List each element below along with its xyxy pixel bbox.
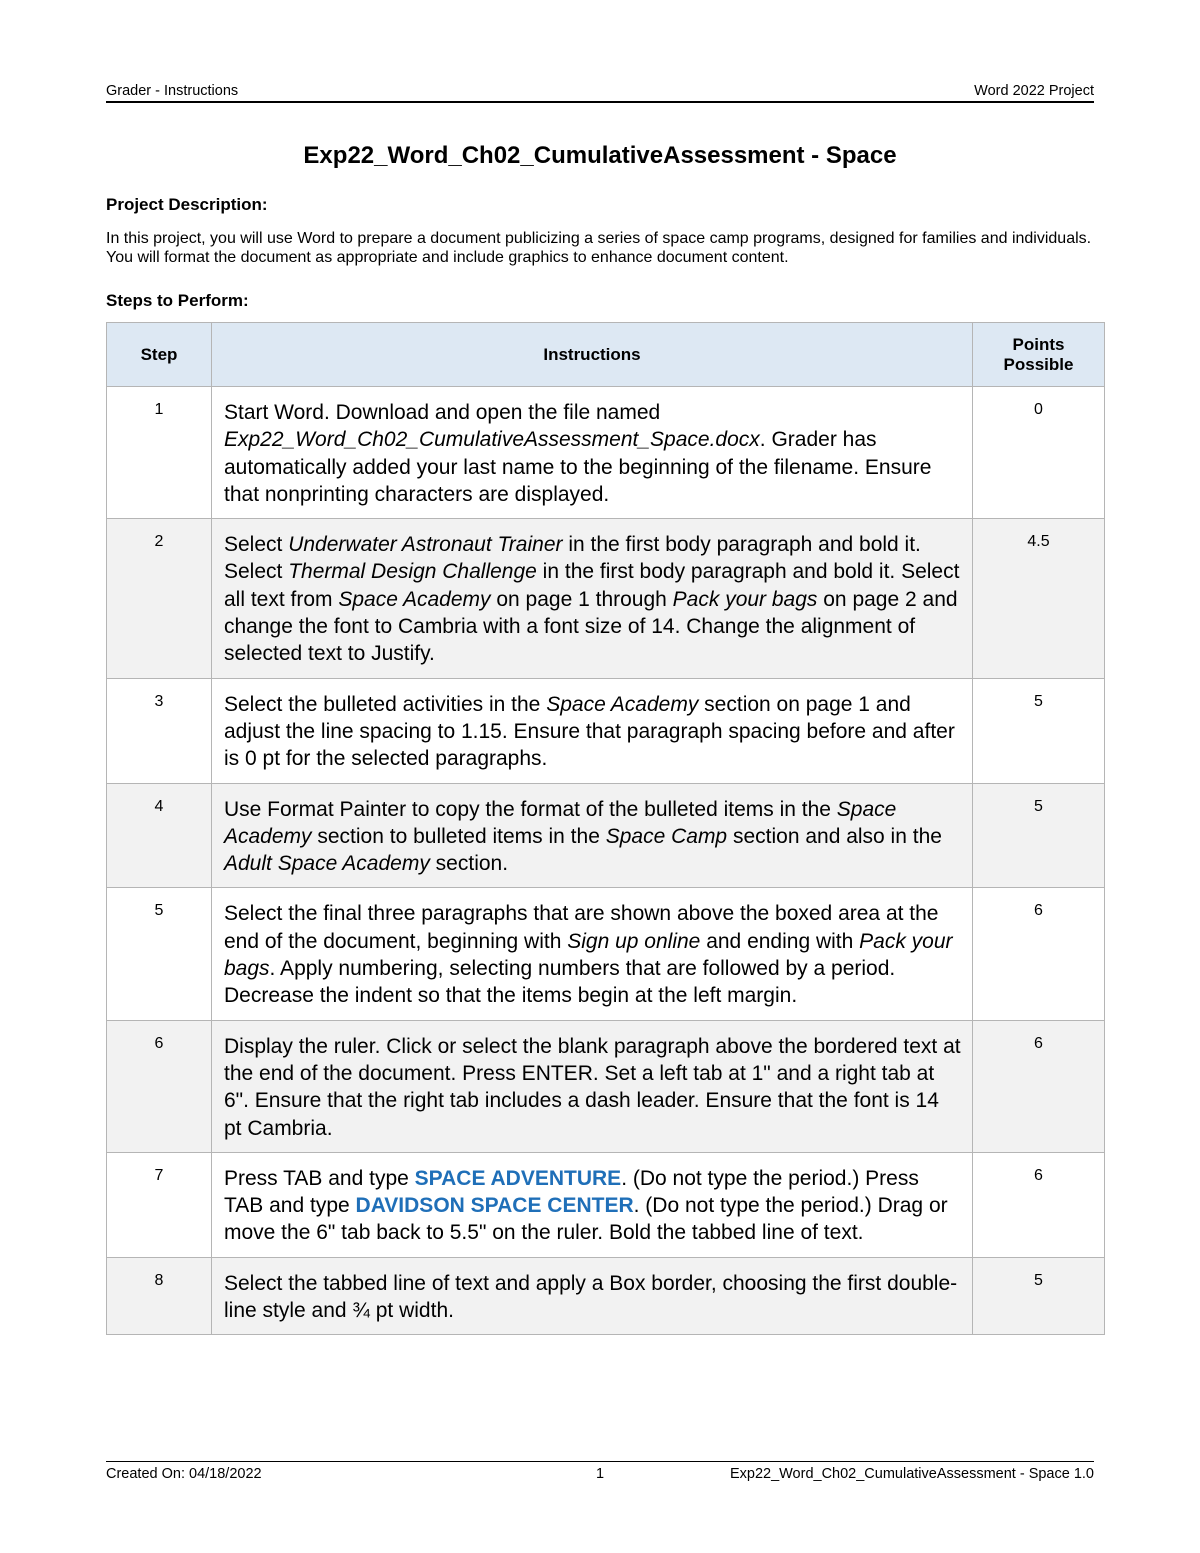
footer-created-on: Created On: 04/18/2022 (106, 1466, 262, 1482)
instructions-column-header: Instructions (212, 323, 973, 387)
points-possible: 6 (973, 888, 1105, 1020)
step-number: 7 (107, 1152, 212, 1257)
points-possible: 5 (973, 678, 1105, 783)
project-description-text: In this project, you will use Word to prepare a document publicizing a series of space camp programs, designed for families and individuals. You will format the document as appropriate and include graphics to enhance document content. (106, 230, 1092, 266)
table-row (107, 678, 1105, 783)
points-possible: 5 (973, 1257, 1105, 1335)
instruction-text: Display the ruler. Click or select the blank paragraph above the bordered text at the end of the document. Press ENTER. Set a left tab at 1" and a right tab at 6". Ensure that the right tab includes a dash leader. Ensure that the font is 14 pt Cambria. (224, 1034, 961, 1140)
step-instructions (212, 888, 973, 1020)
step-instructions (212, 1020, 973, 1152)
italic-reference: Space Camp (605, 824, 728, 848)
page-header (106, 83, 1094, 101)
table-row (107, 1152, 1105, 1257)
italic-reference: Space Academy (338, 587, 491, 611)
table-header-row (107, 323, 1105, 387)
step-instructions (212, 387, 973, 519)
steps-heading: Steps to Perform: (106, 291, 249, 310)
italic-reference: Exp22_Word_Ch02_CumulativeAssessment_Space.docx (224, 428, 760, 452)
table-row (107, 783, 1105, 888)
italic-reference: Space Academy (224, 797, 897, 848)
step-number: 1 (107, 387, 212, 519)
instruction-text: and ending with (700, 929, 860, 953)
points-possible: 6 (973, 1020, 1105, 1152)
page-footer (106, 1466, 1094, 1484)
instruction-text: on page 2 and change the font to Cambria with a font size of 14. Change the alignment of selected text to Justify. (224, 587, 958, 666)
table-row (107, 1257, 1105, 1335)
table-row (107, 888, 1105, 1020)
points-column-header (973, 323, 1105, 387)
points-header-line2: Possible (1003, 354, 1074, 374)
instruction-text: . Grader has automatically added your last name to the beginning of the filename. Ensure that nonprinting characters are displayed. (224, 428, 932, 506)
footer-rule (106, 1461, 1094, 1462)
step-number: 3 (107, 678, 212, 783)
step-instructions (212, 519, 973, 678)
instruction-text: Select the final three paragraphs that are shown above the boxed area at the end of the document, beginning with (224, 902, 939, 953)
italic-reference: Adult Space Academy (224, 852, 430, 876)
instruction-text: on page 1 through (490, 587, 673, 611)
instruction-text: . Apply numbering, selecting numbers that are followed by a period. Decrease the indent so that the items begin at the left margin. (224, 957, 896, 1008)
steps-table (106, 322, 1105, 1335)
points-header-line1: Points (1012, 334, 1065, 354)
instruction-text: section and also in the (727, 824, 942, 848)
instruction-text: Select the tabbed line of text and apply a Box border, choosing the first double-line style and ¾ pt width. (224, 1271, 958, 1323)
italic-reference: Thermal Design Challenge (288, 560, 537, 584)
step-instructions (212, 1152, 973, 1257)
step-number: 6 (107, 1020, 212, 1152)
footer-document-version: Exp22_Word_Ch02_CumulativeAssessment - Space 1.0 (729, 1466, 1094, 1482)
table-row (107, 519, 1105, 678)
step-number: 8 (107, 1257, 212, 1335)
highlighted-text: SPACE ADVENTURE (414, 1166, 622, 1190)
steps-table-body (107, 387, 1105, 1335)
instruction-text: Start Word. Download and open the file named (224, 401, 661, 424)
document-title: Exp22_Word_Ch02_CumulativeAssessment - Space (303, 142, 897, 169)
instruction-text: section on page 1 and adjust the line spacing to 1.15. Ensure that paragraph spacing before and after is 0 pt for the selected paragraphs. (224, 692, 955, 771)
project-description-heading: Project Description: (106, 195, 268, 214)
italic-reference: Pack your bags (224, 929, 953, 981)
instruction-text: in the first body paragraph and bold it. Select all text from (224, 560, 960, 611)
step-column-header: Step (107, 323, 212, 387)
instruction-text: section to bulleted items in the (311, 824, 606, 848)
instruction-text: . (Do not type the period.) Press TAB and type (224, 1166, 919, 1218)
instruction-text: Select (224, 533, 289, 557)
step-instructions (212, 1257, 973, 1335)
header-left: Grader - Instructions (106, 83, 239, 99)
italic-reference: Space Academy (546, 692, 699, 716)
points-possible: 6 (973, 1152, 1105, 1257)
points-possible: 4.5 (973, 519, 1105, 678)
points-possible: 0 (973, 387, 1105, 519)
step-number: 5 (107, 888, 212, 1020)
step-number: 4 (107, 783, 212, 888)
header-rule (106, 101, 1094, 103)
italic-reference: Underwater Astronaut Trainer (288, 533, 563, 557)
instruction-text: . (Do not type the period.) Drag or move the 6" tab back to 5.5" on the ruler. Bold the tabbed line of text. (224, 1194, 948, 1245)
step-instructions (212, 783, 973, 888)
instruction-text: Select the bulleted activities in the (224, 692, 547, 716)
instruction-text: Use Format Painter to copy the format of the bulleted items in the (224, 797, 837, 821)
instruction-text: section. (429, 852, 509, 876)
table-row (107, 1020, 1105, 1152)
highlighted-text: DAVIDSON SPACE CENTER (355, 1194, 634, 1218)
instruction-text: Press TAB and type (224, 1166, 415, 1190)
step-number: 2 (107, 519, 212, 678)
points-possible: 5 (973, 783, 1105, 888)
step-instructions (212, 678, 973, 783)
table-row (107, 387, 1105, 519)
instruction-text: in the first body paragraph and bold it. Select (224, 533, 921, 584)
footer-page-number: 1 (595, 1466, 605, 1482)
italic-reference: Sign up online (567, 929, 701, 953)
header-right: Word 2022 Project (974, 83, 1094, 99)
italic-reference: Pack your bags (672, 587, 818, 611)
